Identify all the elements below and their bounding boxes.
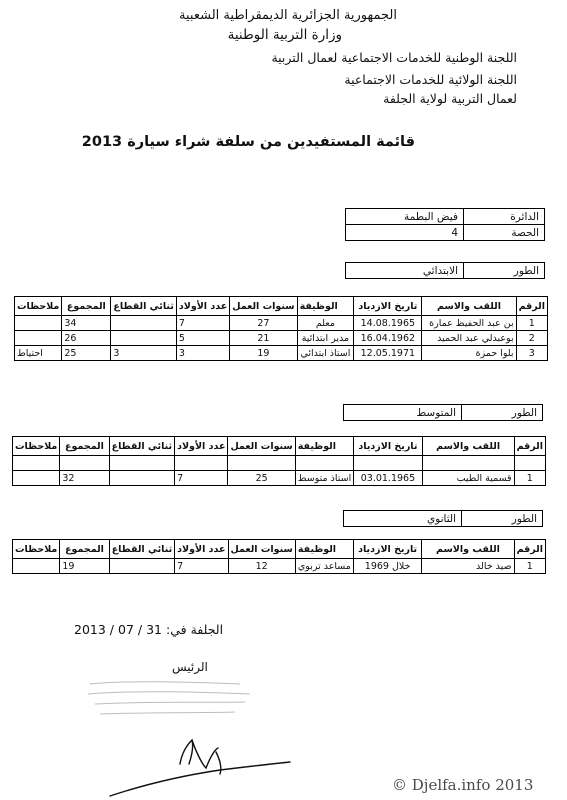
row-notes — [15, 316, 62, 331]
row-num: 2 — [516, 331, 547, 346]
row-notes — [13, 471, 60, 486]
document-title: قائمة المستفيدين من سلفة شراء سيارة 2013 — [81, 134, 415, 150]
beneficiaries-table-primary — [14, 296, 548, 361]
row-dob: 03.01.1965 — [354, 471, 422, 486]
row-job: مدير ابتدائية — [297, 331, 354, 346]
table-row — [15, 346, 548, 361]
table-header-row — [15, 297, 548, 316]
row-job: مساعد تربوي — [295, 559, 353, 574]
row-notes — [13, 559, 60, 574]
date-line — [74, 622, 223, 637]
level-value: الابتدائي — [346, 263, 464, 279]
row-total: 32 — [60, 471, 109, 486]
col-job: الوظيفة — [295, 437, 353, 456]
row-total: 19 — [60, 559, 109, 574]
header-wilaya-workers: لعمال التربية لولاية الجلفة — [383, 91, 517, 106]
level-label: الطور — [462, 405, 543, 421]
row-dual — [109, 559, 174, 574]
quota-label: الحصة — [464, 225, 545, 241]
row-num: 1 — [514, 559, 545, 574]
header-ministry: وزارة التربية الوطنية — [227, 27, 342, 43]
date-year: 2013 — [74, 622, 106, 637]
col-years: سنوات العمل — [228, 437, 295, 456]
col-dob: تاريخ الازدياد — [354, 437, 422, 456]
date-sep: / — [109, 622, 115, 637]
table-spacer-row — [13, 456, 546, 471]
table-row — [13, 559, 546, 574]
row-total: 25 — [62, 346, 111, 361]
table-row — [15, 331, 548, 346]
row-num: 1 — [516, 316, 547, 331]
col-notes: ملاحظات — [13, 437, 60, 456]
row-children: 7 — [176, 316, 229, 331]
row-name: صيد خالد — [422, 559, 514, 574]
row-dual: 3 — [111, 346, 176, 361]
row-job: استاذ ابتدائي — [297, 346, 354, 361]
daira-label: الدائرة — [464, 209, 545, 225]
col-num: الرقم — [514, 437, 545, 456]
table-row — [13, 471, 546, 486]
daira-row — [346, 209, 545, 225]
row-dual — [111, 316, 176, 331]
col-dual: ثنائي القطاع — [111, 297, 176, 316]
row-children: 3 — [176, 346, 229, 361]
col-notes: ملاحظات — [13, 540, 60, 559]
date-label: الجلفة في: — [165, 622, 224, 637]
row-job: معلم — [297, 316, 354, 331]
header-national-committee: اللجنة الوطنية للخدمات الاجتماعية لعمال التربية — [271, 50, 517, 65]
col-name: اللقب والاسم — [422, 540, 514, 559]
row-total: 34 — [62, 316, 111, 331]
col-total: المجموع — [60, 540, 109, 559]
president-title: الرئيس — [172, 660, 208, 674]
header-republic: الجمهورية الجزائرية الديمقراطية الشعبية — [179, 8, 397, 23]
row-years: 27 — [230, 316, 297, 331]
level-box-middle — [343, 404, 543, 421]
watermark: © Djelfa.info 2013 — [392, 776, 534, 794]
date-sep: / — [137, 622, 143, 637]
row-years: 21 — [230, 331, 297, 346]
col-notes: ملاحظات — [15, 297, 62, 316]
quota-value: 4 — [346, 225, 464, 241]
row-years: 19 — [230, 346, 297, 361]
level-box-primary — [345, 262, 545, 279]
col-dob: تاريخ الازدياد — [353, 540, 421, 559]
col-children: عدد الأولاد — [176, 297, 229, 316]
row-notes — [15, 331, 62, 346]
header-wilaya-committee: اللجنة الولائية للخدمات الاجتماعية — [344, 72, 517, 87]
row-name: قسمية الطيب — [422, 471, 514, 486]
level-label: الطور — [462, 511, 543, 527]
row-dob: 14.08.1965 — [354, 316, 422, 331]
date-month: 07 — [118, 622, 134, 637]
row-dob: خلال 1969 — [353, 559, 421, 574]
row-num: 3 — [516, 346, 547, 361]
beneficiaries-table-middle — [12, 436, 546, 486]
row-notes: احتياط — [15, 346, 62, 361]
col-years: سنوات العمل — [228, 540, 295, 559]
row-children: 7 — [175, 559, 228, 574]
col-dual: ثنائي القطاع — [109, 437, 174, 456]
daira-value: فيض البطمة — [346, 209, 464, 225]
col-name: اللقب والاسم — [422, 437, 514, 456]
level-box-secondary — [343, 510, 543, 527]
level-value: المتوسط — [344, 405, 462, 421]
level-label: الطور — [464, 263, 545, 279]
row-job: استاذ متوسط — [295, 471, 353, 486]
row-name: بن عبد الحفيظ عمارة — [422, 316, 516, 331]
row-dob: 12.05.1971 — [354, 346, 422, 361]
row-years: 25 — [228, 471, 295, 486]
row-name: بلوا حمزة — [422, 346, 516, 361]
row-children: 5 — [176, 331, 229, 346]
col-num: الرقم — [516, 297, 547, 316]
col-dual: ثنائي القطاع — [109, 540, 174, 559]
table-header-row — [13, 437, 546, 456]
row-dual — [109, 471, 174, 486]
beneficiaries-table-secondary — [12, 539, 546, 574]
col-total: المجموع — [62, 297, 111, 316]
info-table — [345, 208, 545, 241]
table-header-row — [13, 540, 546, 559]
col-job: الوظيفة — [297, 297, 354, 316]
row-dob: 16.04.1962 — [354, 331, 422, 346]
col-children: عدد الأولاد — [175, 540, 228, 559]
table-row — [15, 316, 548, 331]
row-num: 1 — [514, 471, 545, 486]
row-dual — [111, 331, 176, 346]
col-total: المجموع — [60, 437, 109, 456]
row-total: 26 — [62, 331, 111, 346]
date-day: 31 — [146, 622, 162, 637]
col-children: عدد الأولاد — [175, 437, 228, 456]
level-value: الثانوي — [344, 511, 462, 527]
col-dob: تاريخ الازدياد — [354, 297, 422, 316]
col-name: اللقب والاسم — [422, 297, 516, 316]
quota-row — [346, 225, 545, 241]
col-job: الوظيفة — [295, 540, 353, 559]
col-years: سنوات العمل — [230, 297, 297, 316]
row-name: بوعبدلي عبد الحميد — [422, 331, 516, 346]
row-years: 12 — [228, 559, 295, 574]
stamp-signature-scribble — [70, 672, 330, 800]
row-children: 7 — [175, 471, 228, 486]
col-num: الرقم — [514, 540, 545, 559]
